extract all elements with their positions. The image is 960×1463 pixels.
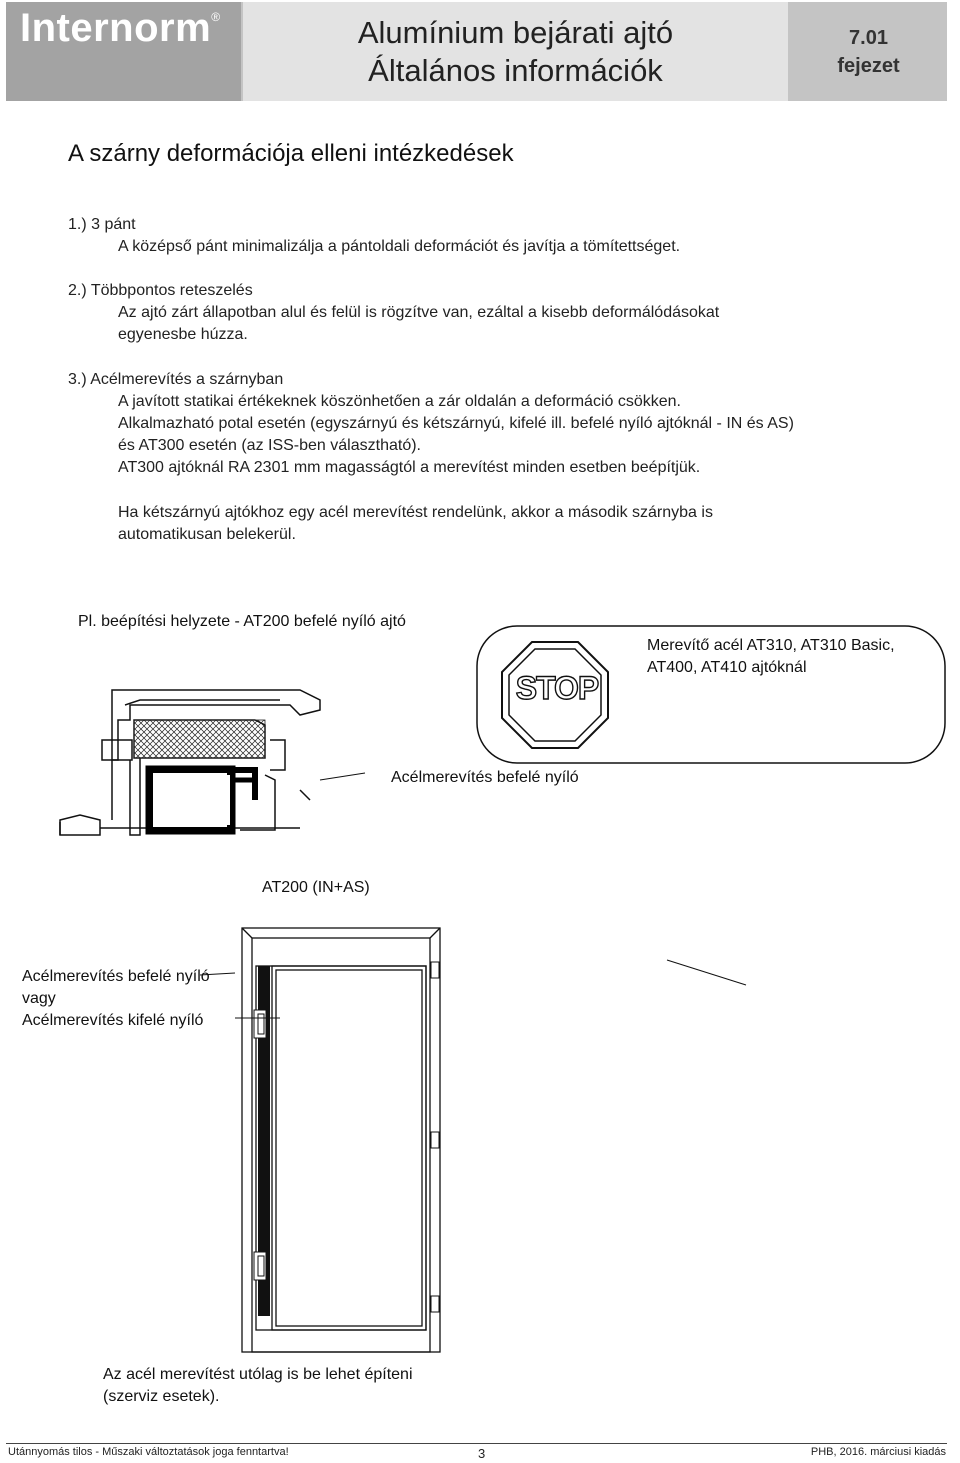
page-number: 3 [478, 1446, 486, 1461]
footer-copyright: Utánnyomás tilos - Műszaki változtatások joga fenntartva! [8, 1446, 289, 1458]
title-line-2: Általános információk [368, 53, 663, 88]
item-2-text-line-1: Az ajtó zárt állapotban alul és felül is rögzítve van, ezáltal a kisebb deformálódásokat [118, 304, 720, 321]
example-label: Pl. beépítési helyzete - AT200 befelé nyíló ajtó [78, 613, 406, 630]
item-3-text-line-2: Alkalmazható potal esetén (egyszárnyú és kétszárnyú, kifelé ill. befelé nyíló ajtóknál - IN és AS) [118, 415, 794, 432]
bottom-note-line-1: Az acél merevítést utólag is be lehet építeni [103, 1366, 413, 1383]
section-heading: A szárny deformációja elleni intézkedések [68, 140, 514, 167]
item-3-text-line-1: A javított statikai értékeknek köszönhetően a zár oldalán a deformáció csökken. [118, 393, 681, 410]
chapter-label: fejezet [837, 55, 900, 77]
side-callout-line-2: vagy [22, 990, 56, 1007]
door-model-label: AT200 (IN+AS) [262, 879, 370, 896]
side-callout-line-3: Acélmerevítés kifelé nyíló [22, 1012, 204, 1029]
section-callout-label: Acélmerevítés befelé nyíló [391, 769, 579, 786]
note-line-1: Ha kétszárnyú ajtókhoz egy acél merevítést rendelünk, akkor a második szárnyba is [118, 504, 713, 521]
note-line-2: automatikusan belekerül. [118, 526, 296, 543]
item-1-title: 1.) 3 pánt [68, 216, 136, 233]
bottom-note-line-2: (szerviz esetek). [103, 1388, 220, 1405]
chapter-number: 7.01 [849, 27, 888, 49]
footer-divider [6, 1443, 947, 1444]
item-2-text-line-2: egyenesbe húzza. [118, 326, 248, 343]
warning-line-1: Merevítő acél AT310, AT310 Basic, [647, 637, 895, 654]
item-3-title: 3.) Acélmerevítés a szárnyban [68, 371, 284, 388]
item-3-text-line-4: AT300 ajtóknál RA 2301 mm magasságtól a merevítést minden esetben beépítjük. [118, 459, 701, 476]
item-1-text: A középső pánt minimalizálja a pántoldali deformációt és javítja a tömítettséget. [118, 238, 681, 255]
side-callout-line-1: Acélmerevítés befelé nyíló [22, 968, 210, 985]
title-line-1: Alumínium bejárati ajtó [357, 15, 674, 50]
stop-sign-text: STOP [515, 670, 599, 706]
footer-edition: PHB, 2016. márciusi kiadás [810, 1446, 946, 1458]
brand-logo: Internorm® [20, 6, 221, 50]
registered-mark: ® [211, 10, 221, 24]
item-3-text-line-3: és AT300 esetén (az ISS-ben választható). [118, 437, 421, 454]
item-2-title: 2.) Többpontos reteszelés [68, 282, 253, 299]
warning-line-2: AT400, AT410 ajtóknál [647, 659, 807, 676]
